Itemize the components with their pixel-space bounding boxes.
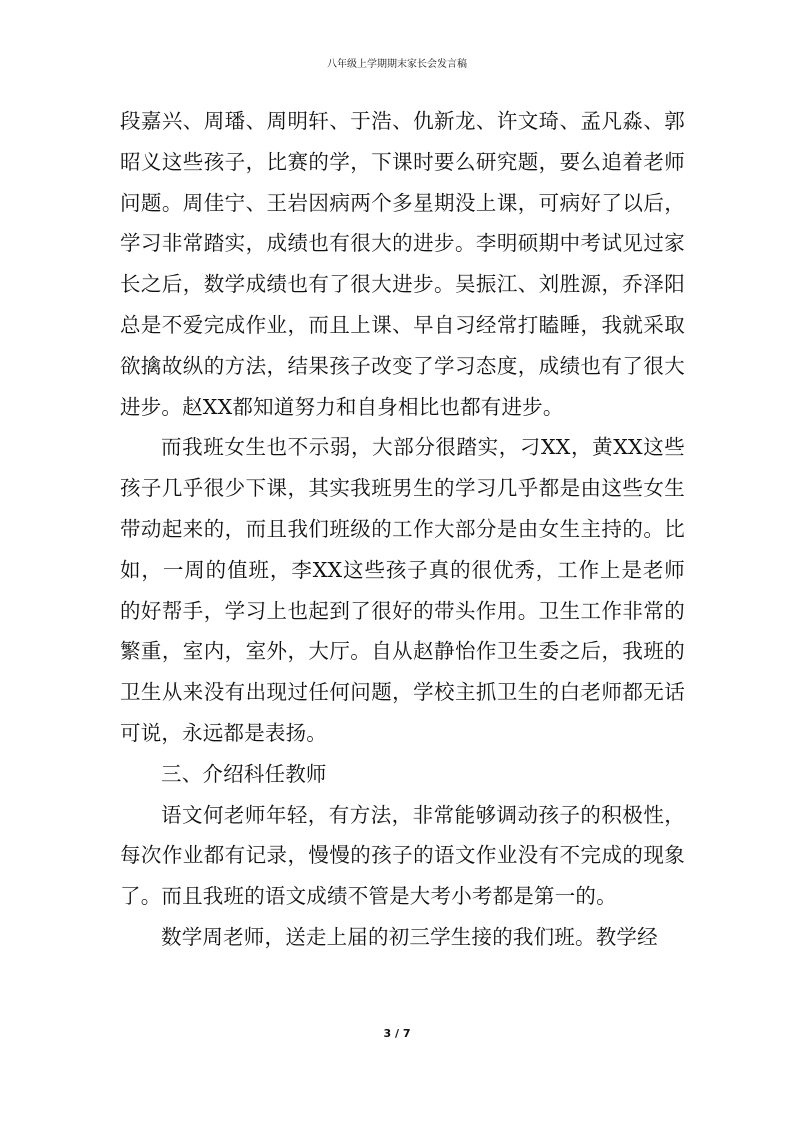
document-body [120,101,685,958]
page-header-title: 八年级上学期期末家长会发言稿 [327,59,467,70]
paragraph-chinese-teacher: 语文何老师年轻，有方法，非常能够调动孩子的积极性，每次作业都有记录，慢慢的孩子的语文作业没有不完成的现象了。而且我班的语文成绩不管是大考小考都是第一的。 [120,802,685,909]
paragraph-math-teacher: 数学周老师，送走上届的初三学生接的我们班。教学经 [161,924,658,949]
paragraph-students-boys: 段嘉兴、周璠、周明轩、于浩、仇新龙、许文琦、孟凡淼、郭昭义这些孩子，比赛的学，下课时要么研究题，要么追着老师问题。周佳宁、王岩因病两个多星期没上课，可病好了以后，学习非常踏实，成绩也有很大的进步。李明硕期中考试见过家长之后，数学成绩也有了很大进步。吴振江、刘胜源，乔泽阳总是不爱完成作业，而且上课、早自习经常打瞌睡，我就采取欲擒故纵的方法，结果孩子改变了学习态度，成绩也有了很大进步。赵XX都知道努力和自身相比也都有进步。 [120,109,685,419]
paragraph-students-girls: 而我班女生也不示弱，大部分很踏实，刁XX，黄XX这些孩子几乎很少下课，其实我班男生的学习几乎都是由这些女生带动起来的，而且我们班级的工作大部分是由女生主持的。比如，一周的值班，李XX这些孩子真的很优秀，工作上是老师的好帮手，学习上也起到了很好的带头作用。卫生工作非常的繁重，室内，室外，大厅。自从赵静怡作卫生委之后，我班的卫生从来没有出现过任何问题，学校主抓卫生的白老师都无话可说，永远都是表扬。 [120,435,685,745]
page-number: 3 / 7 [383,1027,411,1040]
section-heading-teachers: 三、介绍科任教师 [161,761,327,786]
